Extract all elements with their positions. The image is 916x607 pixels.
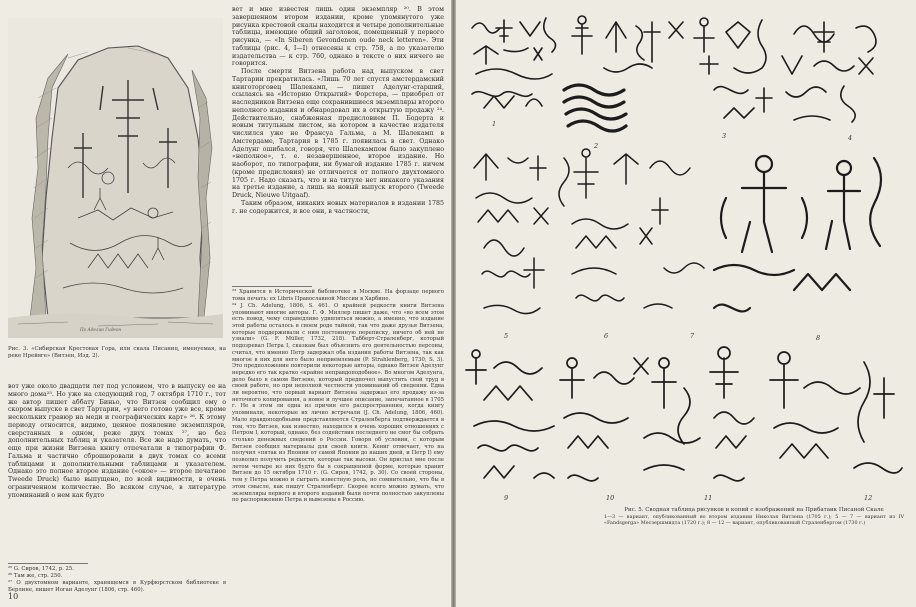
footnote: ²⁷ О двухтомном варианте, хранящемся в Курфюрстском библиотеке в Берлине, пишет Иоган Аделунг (1806, стр. 460). <box>8 580 226 594</box>
text-column-right <box>232 6 444 215</box>
glyph-group-1 <box>472 18 556 108</box>
paragraph: Таким образом, никаких новых материалов в издании 1785 г. не содержится, и все они, в частности, <box>232 199 444 215</box>
glyph-group-3 <box>572 16 683 72</box>
footnotes-left-column <box>8 566 226 594</box>
figure-3-caption: Рис. 3. «Сибирская Крестовая Гора, или скала Писаниц, именуемая, на реке Нрейвге» (Витзен, Изд. 2). <box>8 346 226 359</box>
figure-5-caption-detail: 1—3 — вариант, опубликованный во втором издании Николая Витзена (1705 г.); 5 — 7 — вариант из IV «Fandsgerga» Месзершмидта (1720 г.); 8 — 12 — вариант, опубликованный Страленбергом (1730 г.) <box>604 514 904 527</box>
footnote: ²⁵ G. Сиров, 1742, p. 25. <box>8 566 74 572</box>
figure-label-7: 7 <box>690 332 695 340</box>
figure-label-2: 2 <box>594 142 599 150</box>
footnote: ²³ Хранится в Исторической библиотеке в Москве. На форзаце первого тома печать: ex Libris Православной Миссии в Харбине. <box>232 289 444 302</box>
figure-5-caption-title: Рис. 5. Сводная таблица рисунков и копий с изображений на Прибатаик Писаной Скале <box>624 507 884 513</box>
paragraph: вет и мне известен лишь один экземпляр ²⁰. В этом завершенном втором издании, кроме упомянутого уже рисунка крестовой скалы находится и четыре дополнительные таблицы, имеющие общий заголовок, помещенный у первого рисунка, — «In Siberen Gevondenen oude neck letteren». Эти таблицы (рис. 4, I—I) отнесены к стр. 758, а по указателю издательства — к стр. 760, однако в тексте о них ничего не говорится. <box>232 6 444 68</box>
figure-label-11: 11 <box>704 494 713 502</box>
footnote-divider <box>8 563 88 564</box>
footnotes-right-column <box>232 289 444 505</box>
rock-engraving-image <box>8 18 223 338</box>
footnote: ²⁶ Там же, стр. 250. <box>8 573 63 580</box>
right-page <box>456 0 916 607</box>
figure-label-8: 8 <box>816 334 821 342</box>
figure-5-plate <box>464 8 908 513</box>
page-number: 10 <box>8 592 19 601</box>
text-column-left <box>8 383 226 499</box>
figure-label-6: 6 <box>604 332 609 340</box>
footnote-divider <box>232 286 312 287</box>
figure-label-5: 5 <box>504 332 509 340</box>
plate-signature: По Аделин Гидеон <box>80 327 122 332</box>
figure-label-4: 4 <box>848 134 853 142</box>
figure-5-caption <box>604 507 904 527</box>
figure-3-engraving <box>8 18 223 338</box>
left-page <box>0 0 453 607</box>
glyph-group-bottom <box>466 347 902 481</box>
petroglyph-table <box>464 8 908 508</box>
figure-label-3: 3 <box>722 132 727 140</box>
paragraph: После смерти Витзена работа над выпуском в свет Тартарии прекратилась. «Лишь 70 лет спустя амстердамский книготорговец Шалекамп, — пишет Аделунг-старший, ссылаясь на «Историю Открытий» Форстера, — приобрел от наследников Витзена еще сохранившиеся экземпляры второго неполного издания и обнародовал их в открытую продажу ²⁴. Действительно, снабженная предисловием П. Бодерта и новым титульным листом, на котором в качестве издателя числился уже не Франсуа Гальма, а М. Шалекамп в Амстердаме, Тартария в 1785 г. появилась в свет. Однако Аделунг ошибался, говоря, что Шалекампом было закуплено «неполное», т. е. незавершенное, второе издание. Но наоборот, по типографии, ни бумагой издание 1785 г. ничем (кроме предисловия) не отличается от полного двухтомного 1705 г. Надо сказать, что и на титуле нет никакого указания на третье издание, а лишь на новый выпуск второго (Tweede Druck, Nieuwe Uitgaaf). <box>232 68 444 199</box>
paragraph: вот уже около двадцати лет под условием, что в выпуску ее на много дома²⁵. Но уже на следующий год, 7 октября 1710 г., тот же автор пишет аббату Биньо, что Витзен сообщил ему о скором выпуске в свет Тартарии, «у него готово уже все, кроме нескольких гравюр на меди и географических карт» ²⁶. К этому периоду относится, видимо, ценное появление экземпляров, сверстанных в одном, реже двух томах ²⁷, но без дополнительных таблиц и указателя. Все же надо думать, что еще при жизни Витзена книгу отпечатали в типографии Ф. Гальма и частично сброшюровали в двух томах со всеми таблицами и дополнительными таблицами и указателем. Однако это полное второе издание («окое» — второе печатное Tweede Druck) было выпущено, по всей видимости, в очень ограниченном количестве. Во всяком случае, в литературе упоминаний о нем как будто <box>8 383 226 499</box>
figure-label-12: 12 <box>864 494 873 502</box>
glyph-group-figures <box>714 156 881 311</box>
figure-label-9: 9 <box>504 494 509 502</box>
glyph-group-4 <box>694 18 876 122</box>
glyph-group-2 <box>564 85 626 131</box>
footnote: ²⁴ J. Ch. Adelung, 1806, S. 461. О крайней редкости книги Витзена упоминают многие авторы. Г. Ф. Миллер пишет даже, что «во всем этом есть повод, чему справедливо удивляться можно, а именно, что издание этой работы осталось в своем роде тайной, так что даже друзья Витзена, которые поддерживали с ним постоянную переписку, ничего об ней не узнали» (G. F. Müller, 1732, 218). Табберт-Страленберг, который подозревал Петра I, сказкам был объяснить его деятельностью персоны, считал, что именно Петр задержал оба издания работы Витзена, так как многое в них для него было неприемлемым (P. Strahlenberg, 1730, S. 3). Это предположение повторили некоторые авторы, однако Витзен Аделунг нередко его так кратко «крайне неправдоподобное». Во многом Аделунга, дело было в самом Витзене, который предпочел выпустить свой труд в своей работе, но при неполной честности упоминаний об сведении. Едва ли вероятно, что первый вариант Витзена задержал его продажу из-за неточного копирования, а новое и лучшее описание, запечатанное в 1705 г. Не в этом ли одна из причин его распространения, когда книгу упоминали, некоторые их лично встречали (J. Ch. Adelung, 1806, 460). Мало правдоподобными представляются Страленберга подтверждается в том, что Витзен, как известно, находился в очень хороших отношениях с Петром I, который, однако, без содействия последнего не смог бы собрать столько денежных сведений о России. Говоря об условии, с которым Витзен сообщил материалы для своей книги. Кениг отмечает, что на получил «пятак из Японии от самой Японии до наших дней, и Петр I) ему позволил получить редкости, которые так высоки. Он прислал мне после летом четыре из них будто бы в сокращенной форме, которые хранит Витзен до 15 октября 1710 г. (G. Сиров, 1742, p. 30). Со своей стороны, тем у Петра можно и сыграть известную роль, но сомнительно, что бы в этом смысле, как пишут Страленберг. Скорее всего можно думать, что экземпляры первого и второго изданий были почти полностью закуплены по распоряжению Петра и вывезены в Россию. <box>232 302 444 504</box>
glyph-group-middle <box>474 149 704 314</box>
figure-label-1: 1 <box>492 120 497 128</box>
figure-label-10: 10 <box>606 494 615 502</box>
